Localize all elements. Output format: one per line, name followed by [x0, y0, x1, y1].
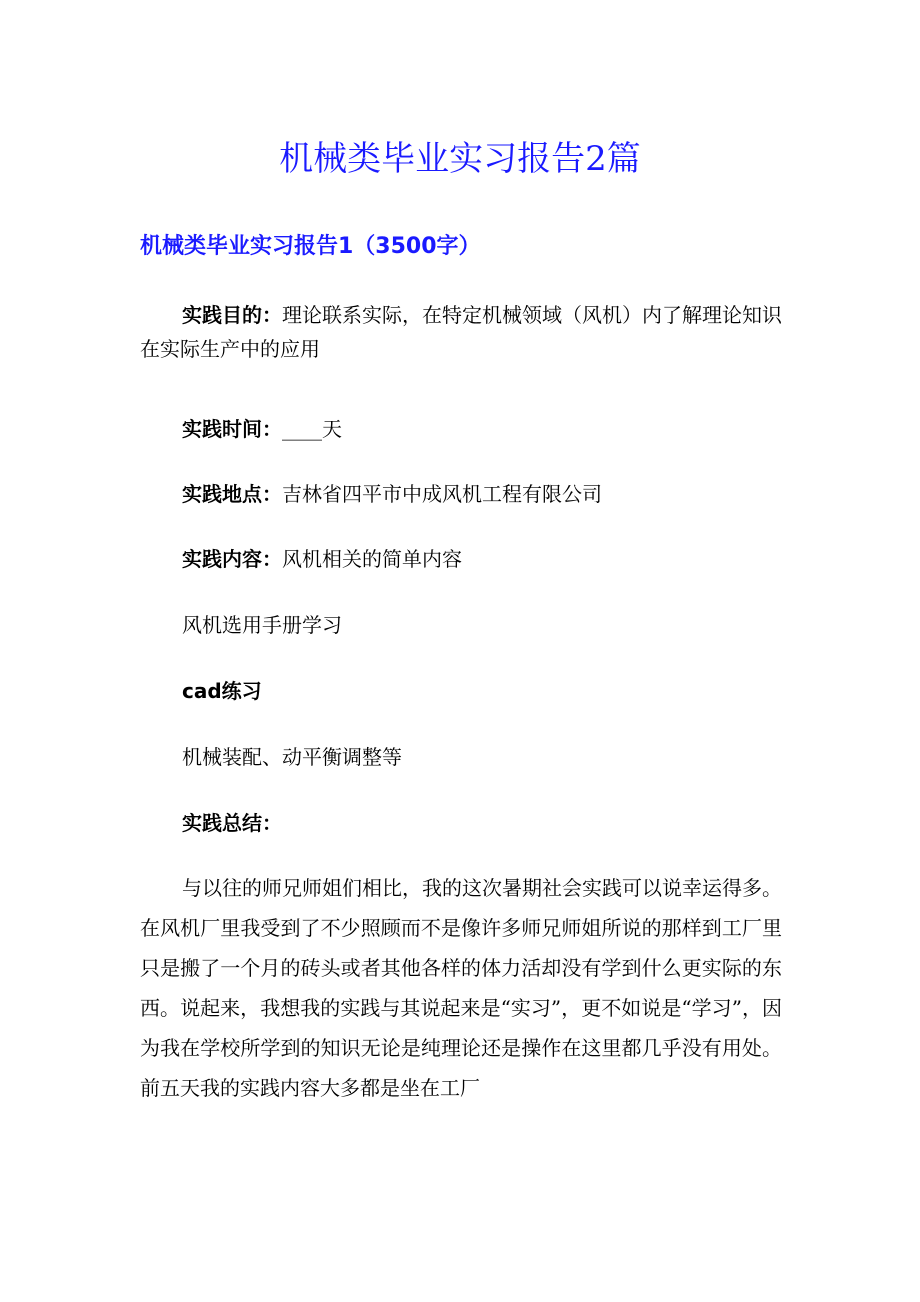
summary-label: 实践总结： — [182, 811, 282, 835]
content-item-1: 风机选用手册学习 — [182, 613, 342, 637]
summary-paragraph: 与以往的师兄师姐们相比，我的这次暑期社会实践可以说幸运得多。在风机厂里我受到了不少照顾而不是像许多师兄师姐所说的那样到工厂里只是搬了一个月的砖头或者其他各样的体力活却没有学到什么更实际的东西。说起来，我想我的实践与其说起来是“实习”，更不如说是“学习”，因为我在学校所学到的知识无论是纯理论还是操作在这里都几乎没有用处。前五天我的实践内容大多都是坐在工厂 — [140, 876, 782, 1100]
purpose-text: 理论联系实际，在特定机械领域（风机）内了解理论知识在实际生产中的应用 — [140, 303, 782, 361]
place-text: 吉林省四平市中成风机工程有限公司 — [282, 482, 602, 506]
content-label: 实践内容： — [182, 547, 282, 571]
time-text: ____天 — [282, 417, 342, 441]
place-label: 实践地点： — [182, 482, 282, 506]
content-item-3: 机械装配、动平衡调整等 — [182, 745, 402, 769]
content-item-2: cad练习 — [182, 679, 262, 703]
purpose-label: 实践目的： — [182, 303, 282, 327]
time-label: 实践时间： — [182, 417, 282, 441]
document-title: 机械类毕业实习报告2篇 — [279, 139, 641, 179]
content-text: 风机相关的简单内容 — [282, 547, 462, 571]
section-title: 机械类毕业实习报告1（3500字） — [140, 234, 481, 259]
purpose-paragraph — [140, 298, 782, 366]
content-paragraph — [182, 542, 782, 576]
time-paragraph — [182, 412, 782, 446]
place-paragraph — [182, 477, 782, 511]
